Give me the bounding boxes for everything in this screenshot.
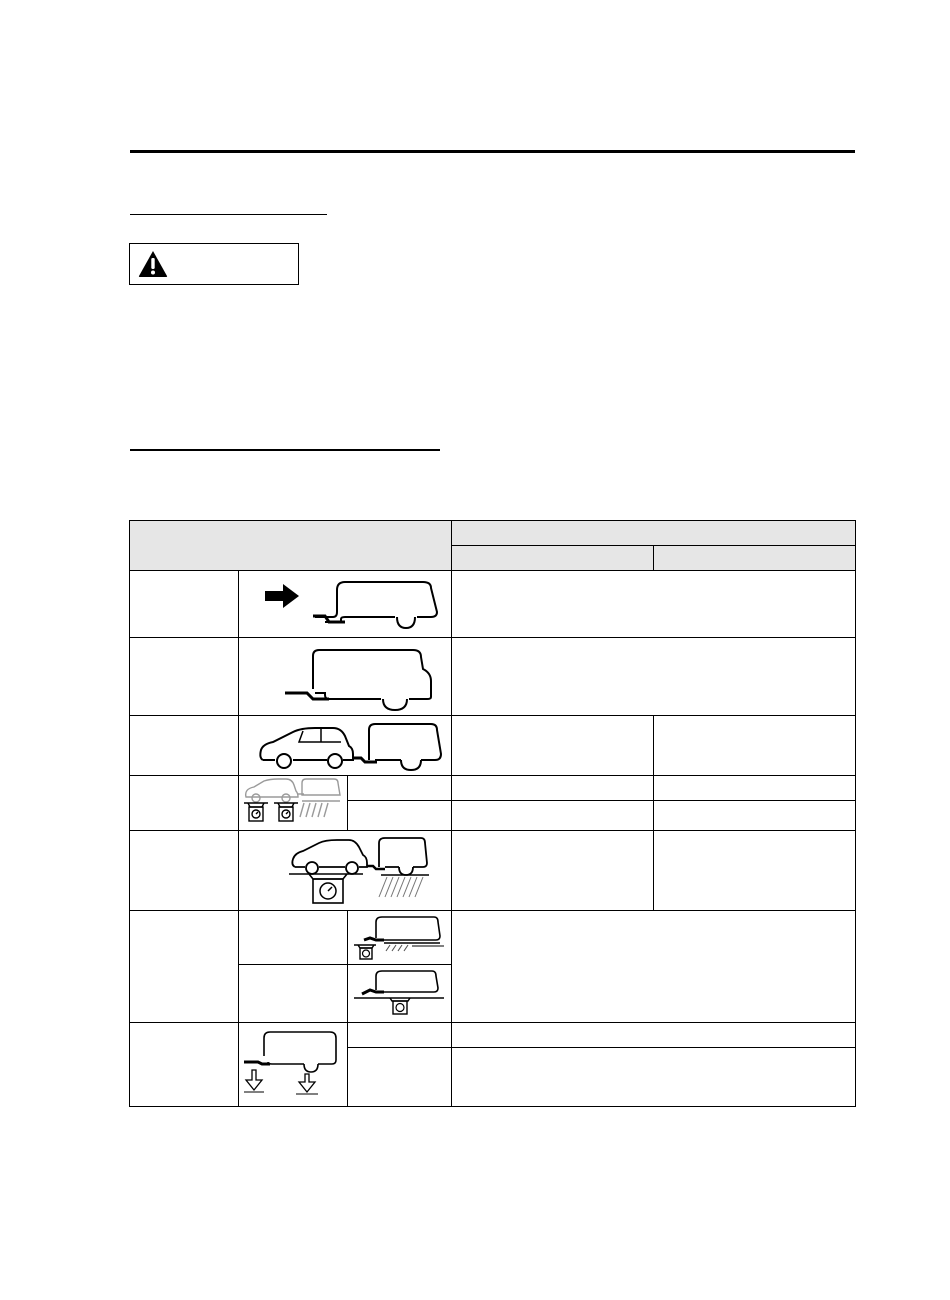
row-sub-label (239, 964, 348, 1022)
table-header-sub-a (452, 546, 654, 571)
row-label (130, 638, 239, 716)
car-on-axle-scales-figure (240, 777, 346, 829)
row-figure-cell (239, 831, 452, 910)
row-sub-label (348, 801, 452, 831)
trailer-axle-load-figure (240, 1028, 346, 1100)
warning-badge (129, 243, 299, 285)
car-on-scale-figure (245, 835, 445, 907)
row-value (452, 638, 856, 716)
specification-table (129, 520, 856, 1107)
trailer-side-figure (245, 641, 445, 713)
section2-heading-underline (130, 449, 440, 451)
tongue-weight-scale-figure (350, 914, 450, 960)
table-header-spec (452, 521, 856, 546)
row-figure-cell (348, 964, 452, 1022)
row-value-b (654, 801, 856, 831)
trailer-direction-figure (245, 574, 445, 634)
row-sub-label (348, 776, 452, 801)
table-row (130, 571, 856, 638)
row-label (130, 831, 239, 910)
row-value-b (654, 831, 856, 910)
row-value-a (452, 831, 654, 910)
section-heading-underline (130, 214, 327, 215)
table-row (130, 831, 856, 910)
row-value (452, 1047, 856, 1106)
row-sub-label (348, 1047, 452, 1106)
row-label (130, 716, 239, 776)
row-figure-cell (348, 910, 452, 964)
row-value-b (654, 776, 856, 801)
row-label (130, 910, 239, 1022)
row-value (452, 1022, 856, 1047)
table-row (130, 638, 856, 716)
row-label (130, 571, 239, 638)
table-row (130, 910, 856, 964)
row-sub-label (348, 1022, 452, 1047)
row-value-a (452, 776, 654, 801)
row-label (130, 1022, 239, 1106)
row-value (452, 910, 856, 1022)
trailer-on-scale-figure (350, 968, 450, 1018)
row-label (130, 776, 239, 831)
row-value-a (452, 801, 654, 831)
header-rule (130, 150, 855, 153)
table-header-item (130, 521, 452, 571)
table-row (130, 776, 856, 801)
row-value (452, 571, 856, 638)
row-figure-cell (239, 776, 348, 831)
row-value-b (654, 716, 856, 776)
row-value-a (452, 716, 654, 776)
car-towing-trailer-figure (245, 718, 445, 774)
row-figure-cell (239, 1022, 348, 1106)
warning-triangle-icon (138, 250, 168, 278)
table-row (130, 716, 856, 776)
table-row (130, 1022, 856, 1047)
table-header-sub-b (654, 546, 856, 571)
row-figure-cell (239, 638, 452, 716)
row-sub-label (239, 910, 348, 964)
row-figure-cell (239, 571, 452, 638)
row-figure-cell (239, 716, 452, 776)
